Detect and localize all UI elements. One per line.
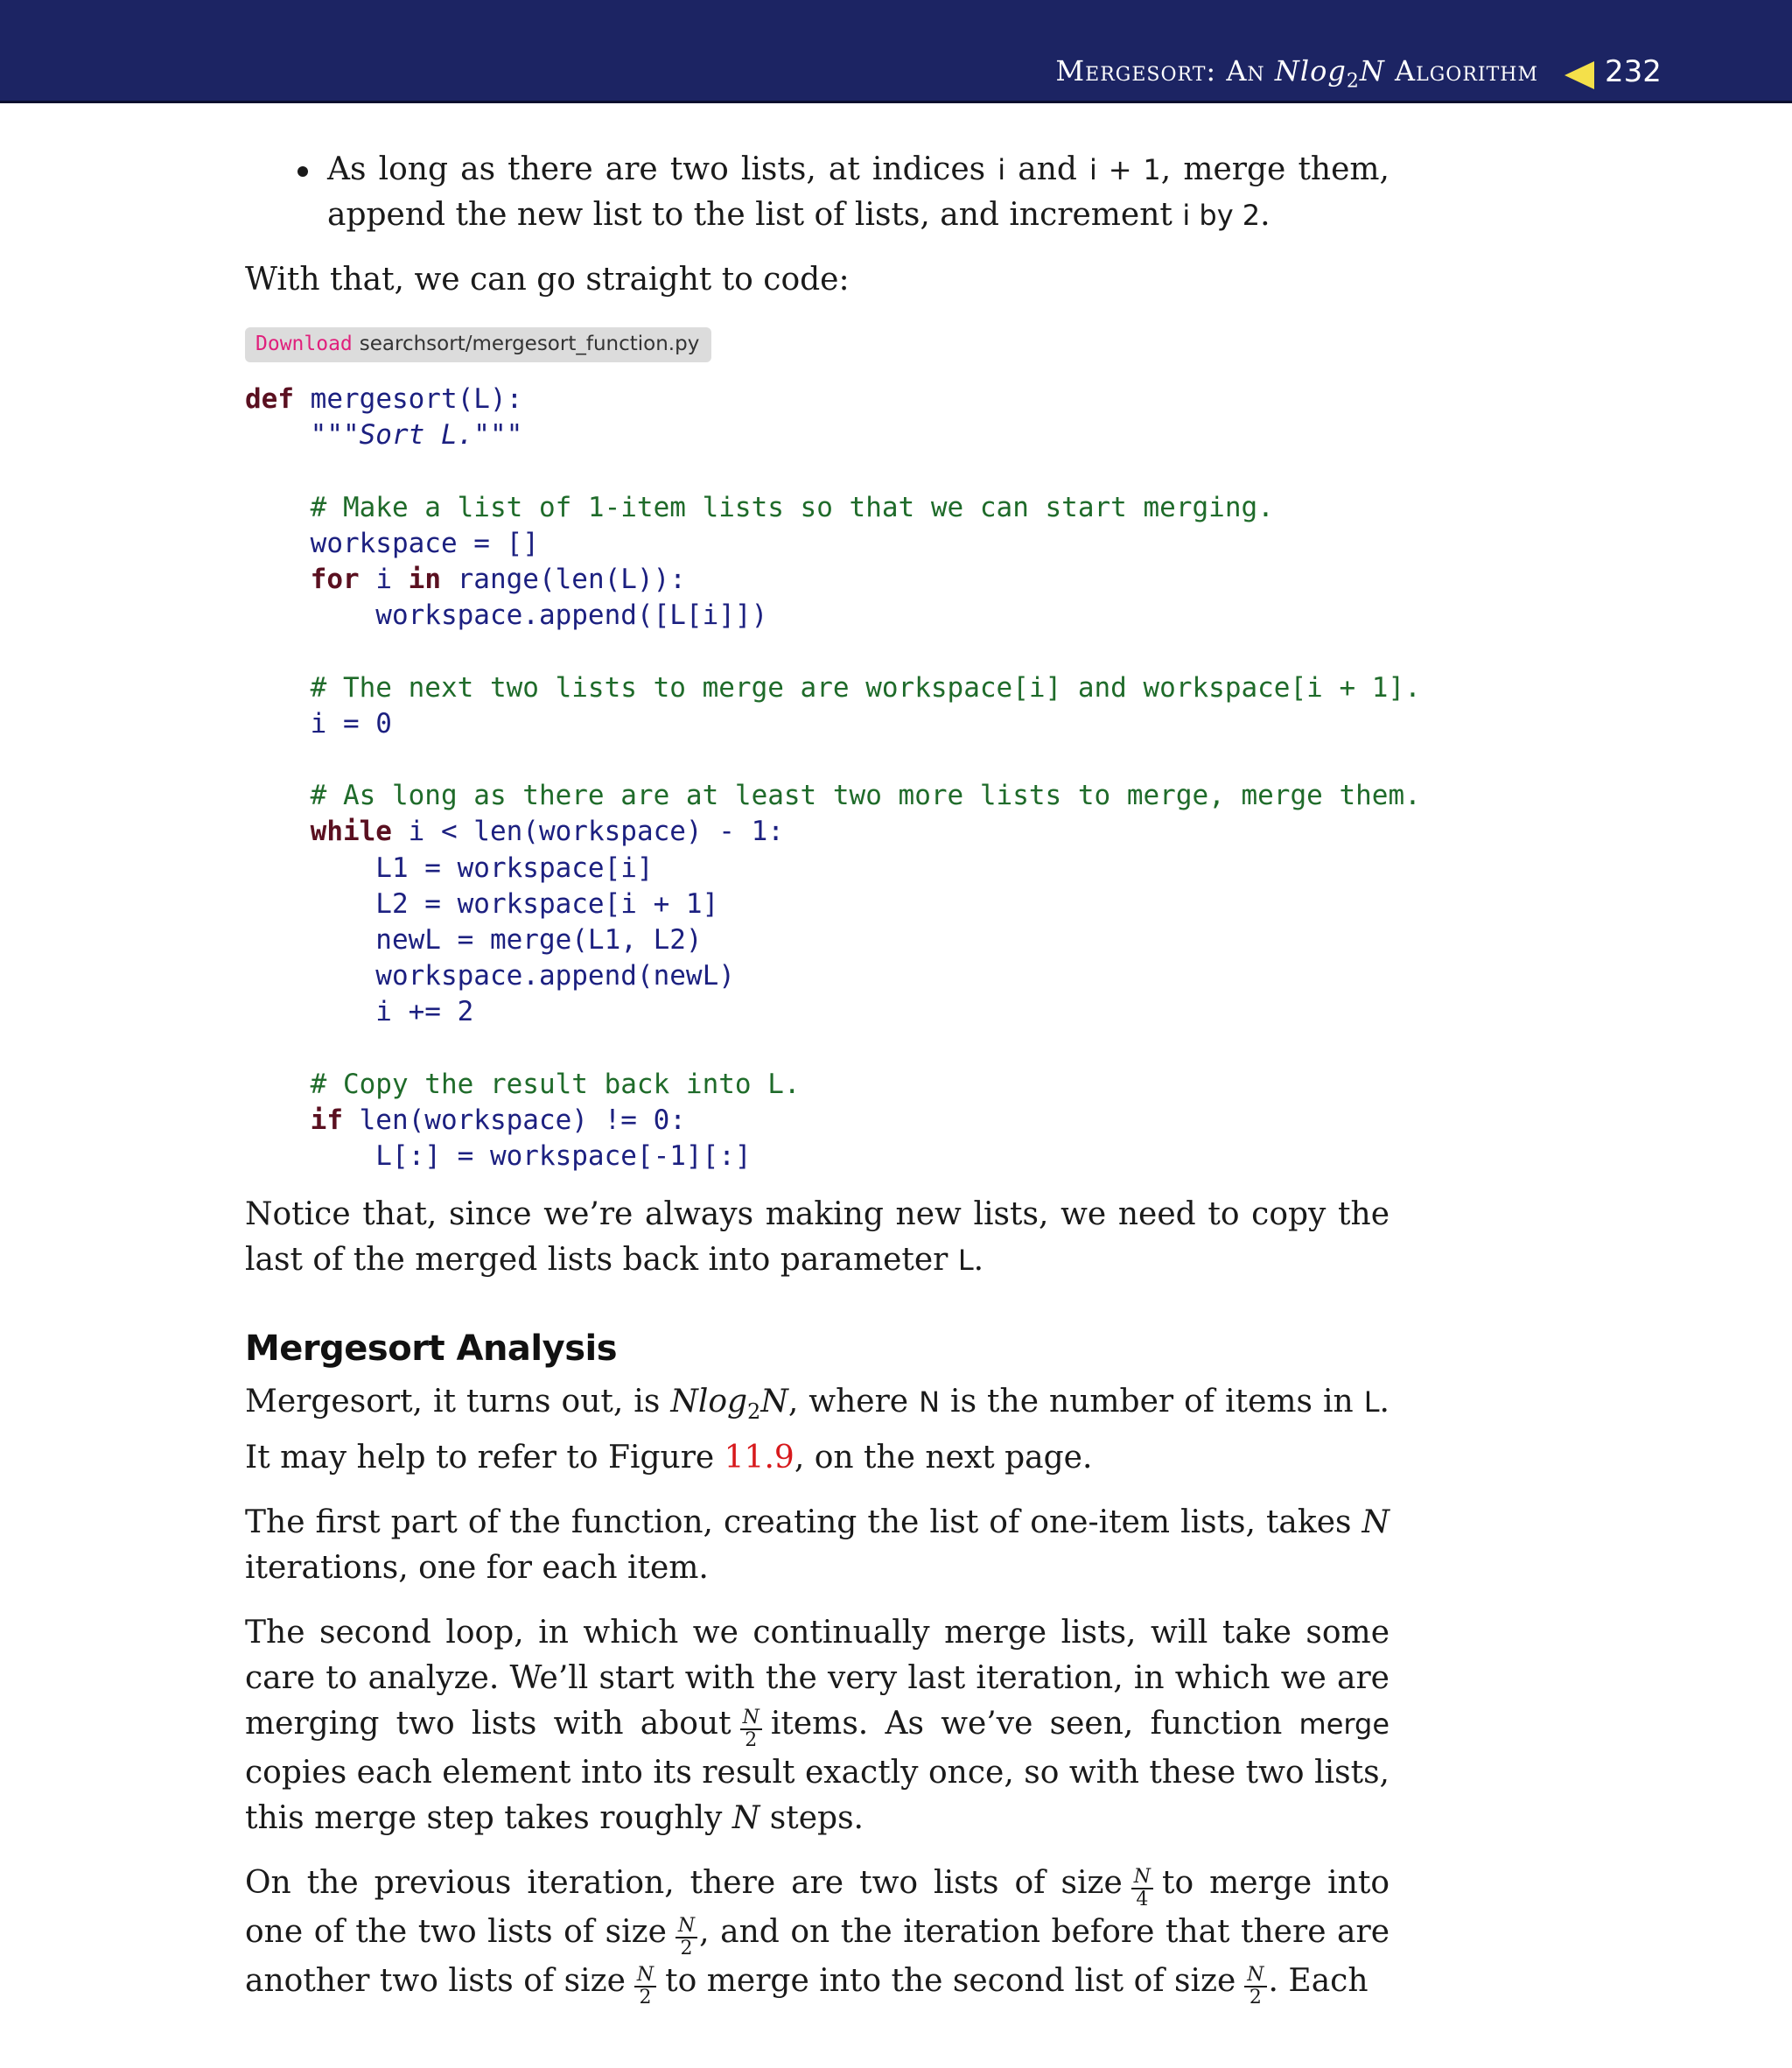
code-line: """Sort L.""" [245,419,523,452]
code-keyword: while [310,816,392,848]
title-text-suffix: Algorithm [1384,54,1538,88]
paragraph-gap [245,1481,1390,1500]
inline-code: L [957,1244,974,1278]
code-blank-line [245,1031,1390,1067]
fraction-denominator: 4 [1136,1888,1149,1910]
fraction-numerator: N [1131,1868,1153,1889]
page-number: 232 [1605,54,1662,89]
page-body [245,147,1421,2008]
notice-paragraph [245,1192,1390,1283]
paragraph-text: copies each element into its result exactly once, so with these two lists, this merge step takes roughly [245,1754,1390,1836]
code-text: range(len(L)): [440,564,686,596]
paragraph-text: The second loop, in which we continually merge lists, will take some care to analyze. We’ll start with the very last iteration, in which we are merging two lists with about [245,1614,1390,1742]
code-comment: # Copy the result back into L. [245,1068,801,1100]
code-blank-line [245,742,1390,778]
title-math-n-2: N [1359,54,1385,88]
code-comment: # As long as there are at least two more lists to merge, merge them. [245,780,1421,812]
math-n: N [670,1384,698,1420]
figure-reference-link[interactable]: 11.9 [724,1439,794,1476]
paragraph-text: . It may help to refer to Figure [245,1384,1390,1476]
running-title [1055,54,1538,92]
code-line: workspace.append([L[i]]) [245,599,768,632]
code-line [245,814,1390,850]
inline-code: i [1182,199,1191,232]
math-n: N [732,1799,760,1836]
paragraph-text: , and on the iteration before that there are another two lists of size [245,1913,1390,1999]
bullet-item [245,147,1390,238]
inline-code: merge [1298,1707,1390,1741]
bullet-text: As long as there are two lists, at indices [327,151,998,187]
page-header [0,0,1792,103]
paragraph-text: , where [788,1384,920,1420]
code-text: i [359,564,409,596]
inline-code: L [1363,1385,1380,1420]
code-line [245,382,1390,417]
bullet-text: . [1260,197,1270,233]
paragraph-text: iterations, one for each item. [245,1549,709,1586]
fraction-denominator: 2 [1249,1986,1262,2008]
analysis-paragraph-4 [245,1861,1390,2008]
math-nlogn [670,1384,788,1425]
fraction-denominator: 2 [745,1728,758,1751]
math-n-2: N [760,1384,788,1420]
paragraph-text: On the previous iteration, there are two lists of size [245,1864,1123,1901]
code-keyword: if [310,1104,343,1137]
paragraph-text: . [973,1242,984,1279]
fraction-n-over-2 [740,1708,762,1750]
code-line: workspace = [] [245,527,539,559]
code-text: mergesort(L): [294,383,523,415]
bullet-icon [298,166,308,177]
fraction-numerator: N [634,1966,656,1987]
code-keyword: for [310,564,360,596]
paragraph-text: to merge into one of the two lists of size [245,1864,1390,1950]
code-line: i = 0 [245,707,392,740]
code-keyword: def [245,383,294,415]
paragraph-text: steps. [760,1799,864,1836]
math-subscript: 2 [747,1399,761,1425]
title-math-log: log [1299,54,1347,88]
fraction-n-over-2 [1244,1963,1266,2008]
code-comment: # Make a list of 1-item lists so that we can start merging. [245,491,1274,523]
analysis-paragraph-1 [245,1379,1390,1480]
code-line [245,1103,1390,1139]
intro-paragraph: With that, we can go straight to code: [245,262,850,298]
paragraph-gap [245,1841,1390,1861]
code-blank-line [245,453,1390,489]
download-file-path: searchsort/mergesort_function.py [359,333,700,355]
code-keyword: in [408,564,441,596]
paragraph-text: The first part of the function, creating the list of one-item lists, takes [245,1504,1362,1540]
download-label[interactable]: Download [256,333,353,355]
code-comment: # The next two lists to merge are workspace[i] and workspace[i + 1]. [245,671,1421,704]
paragraph-text: is the number of items in [940,1384,1364,1420]
bullet-text: and [1005,151,1090,187]
code-line: L1 = workspace[i] [245,852,654,884]
paragraph-text: Mergesort, it turns out, is [245,1384,671,1420]
fraction-n-over-4 [1131,1865,1153,1910]
code-line [245,562,1390,598]
code-text: i < len(workspace) - 1: [391,816,784,848]
paragraph-gap [245,1591,1390,1610]
title-text: Mergesort: An [1055,54,1275,88]
bullet-text: , merge them, append the new list to the list of lists, and increment [327,151,1390,233]
fraction-numerator: N [740,1708,762,1730]
paragraph-text: . Each [1268,1962,1368,1999]
fraction-numerator: N [1244,1966,1266,1987]
code-line: L2 = workspace[i + 1] [245,887,719,920]
fraction-n-over-2 [676,1914,697,1959]
title-math-subscript: 2 [1346,70,1360,93]
inline-code: by 2 [1190,199,1261,232]
paragraph-text: Notice that, since we’re always making new lists, we need to copy the last of the merged lists back into parameter [245,1196,1390,1279]
section-heading: Mergesort Analysis [245,1328,618,1370]
code-line: L[:] = workspace[-1][:] [245,1140,752,1173]
fraction-numerator: N [676,1917,697,1938]
code-block [245,382,1421,1174]
code-line: i += 2 [245,996,474,1028]
inline-code: i + 1 [1089,153,1161,186]
paragraph-text: to merge into the second list of size [665,1962,1236,1999]
inline-code: i [998,153,1006,186]
fraction-n-over-2 [634,1963,656,2008]
previous-page-arrow-icon[interactable] [1564,61,1594,89]
fraction-denominator: 2 [639,1986,652,2008]
title-math-n: N [1274,54,1300,88]
code-line: newL = merge(L1, L2) [245,924,703,957]
analysis-paragraph-3 [245,1610,1390,1841]
inline-code: N [919,1385,941,1420]
code-line: workspace.append(newL) [245,960,735,992]
download-link[interactable] [245,327,711,362]
analysis-paragraph-2 [245,1500,1390,1591]
code-blank-line [245,634,1390,669]
paragraph-text: , on the next page. [794,1439,1093,1476]
code-text: len(workspace) != 0: [342,1104,686,1137]
fraction-denominator: 2 [680,1937,693,1959]
math-log: log [697,1384,748,1420]
paragraph-text: items. As we’ve seen, function [770,1705,1299,1742]
math-n: N [1362,1504,1390,1540]
